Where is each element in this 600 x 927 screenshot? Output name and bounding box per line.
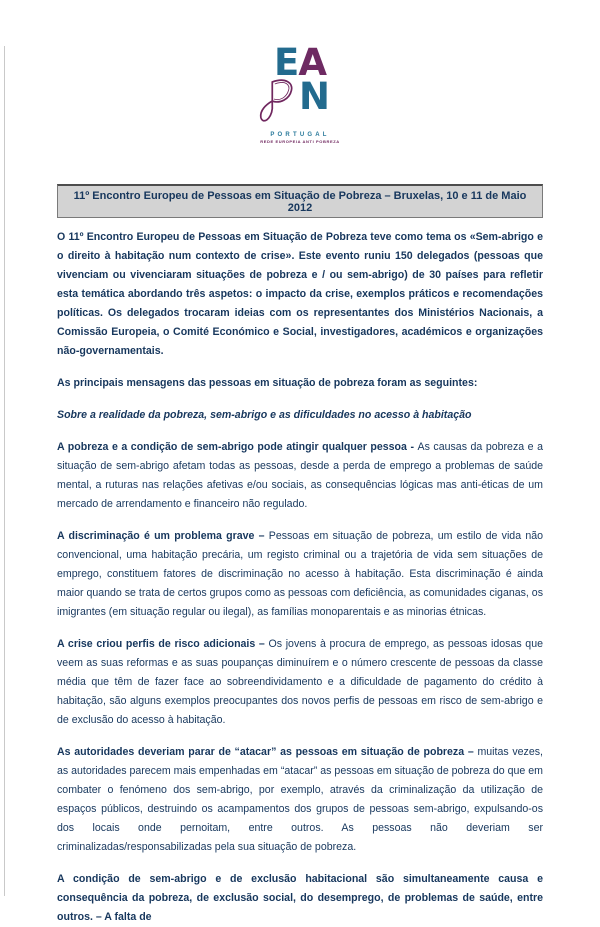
paragraph-authorities <box>57 743 543 857</box>
document-body <box>57 228 543 927</box>
section-subheading: Sobre a realidade da pobreza, sem-abrigo e as dificuldades no acesso à habitação <box>57 409 472 422</box>
closing-paragraph: A condição de sem-abrigo e de exclusão habitacional são simultaneamente causa e consequência da pobreza, de exclusão social, do desemprego, de problemas de saúde, entre outros. – A falta de <box>57 873 543 924</box>
logo-letters-ea <box>245 41 355 84</box>
logo-letters-pn <box>231 77 355 132</box>
paragraph-lead: A pobreza e a condição de sem-abrigo pode atingir qualquer pessoa - <box>57 441 418 454</box>
messages-line: As principais mensagens das pessoas em situação de pobreza foram as seguintes: <box>57 377 478 390</box>
document-page <box>0 41 600 924</box>
logo-letter-n: N <box>299 75 329 119</box>
paragraph-rest: Pessoas em situação de pobreza, um estilo de vida não convencional, uma habitação precária, um registo criminal ou a trajetória de vida sem situações de emprego, constituem fatores de discriminação no acesso à habitação. Esta discriminação é ainda maior quando se trata de certos grupos como as pessoas com deficiência, as comunidades ciganas, os imigrantes (em situação regular ou ilegal), as famílias monoparentais e as minorias étnicas. <box>57 530 543 619</box>
paragraph-lead: As autoridades deveriam parar de “atacar” as pessoas em situação de pobreza – <box>57 746 478 759</box>
paragraph-rest: Os jovens à procura de emprego, as pessoas idosas que veem as suas reformas e as suas poupanças diminuírem e o número crescente de pessoas da classe média que têm de fazer face ao sobreendividamento e a dificuldade de pagamento do crédito à habitação, são alguns exemplos preocupantes dos novos perfis de pessoas em risco de sem-abrigo e de exclusão do acesso à habitação. <box>57 638 543 727</box>
intro-paragraph: O 11º Encontro Europeu de Pessoas em Situação de Pobreza teve como tema os «Sem-abrigo e o direito à habitação num contexto de crise». Este evento runiu 150 delegados (pessoas que vivenciam ou vivenciaram situações de pobreza e / ou sem-abrigo) de 30 países para refletir esta temática abordando três aspetos: o impacto da crise, exemplos práticos e recomendações políticas. Os delegados trocaram ideias com os representantes dos Ministérios Nacionais, a Comissão Europeia, o Comité Económico e Social, investigadores, académicos e organizações não-governamentais. <box>57 231 543 358</box>
page-edge-line <box>4 46 5 896</box>
logo-letter-e: E <box>274 41 299 84</box>
logo-letter-a: A <box>298 41 326 84</box>
paragraph-discrimination <box>57 527 543 622</box>
paragraph-crisis-risk-profiles <box>57 635 543 730</box>
paragraph-lead: A crise criou perfis de risco adicionais – <box>57 638 269 651</box>
paragraph-lead: A discriminação é um problema grave – <box>57 530 269 543</box>
logo-subtitle: PORTUGAL <box>270 132 330 139</box>
paragraph-rest: As causas da pobreza e a situação de sem-abrigo afetam todas as pessoas, desde a perda de emprego a problemas de saúde mental, a ruturas nas relações afetivas e/ou sociais, as consequências lógicas mas anti-éticas de um mercado de arrendamento e financeiro não regulado. <box>57 441 544 511</box>
logo-letter-p-icon <box>257 77 299 132</box>
logo-tagline: REDE EUROPEIA ANTI POBREZA <box>260 139 340 145</box>
paragraph-rest: muitas vezes, as autoridades parecem mais empenhadas em “atacar” as pessoas em situação de pobreza do que em combater o fenómeno dos sem-abrigo, por exemplo, através da criminalização da utilização de espaços públicos, destruindo os acampamentos dos grupos de pessoas sem-abrigo, expulsando-os dos locais onde pernoitam, entre outros. As pessoas não deveriam ser criminalizadas/responsabilizadas pela sua situação de pobreza. <box>57 746 543 854</box>
document-title-bar: 11º Encontro Europeu de Pessoas em Situação de Pobreza – Bruxelas, 10 e 11 de Maio 2012 <box>57 184 543 218</box>
paragraph-poverty-anyone <box>57 438 543 514</box>
eapn-logo <box>245 41 355 145</box>
